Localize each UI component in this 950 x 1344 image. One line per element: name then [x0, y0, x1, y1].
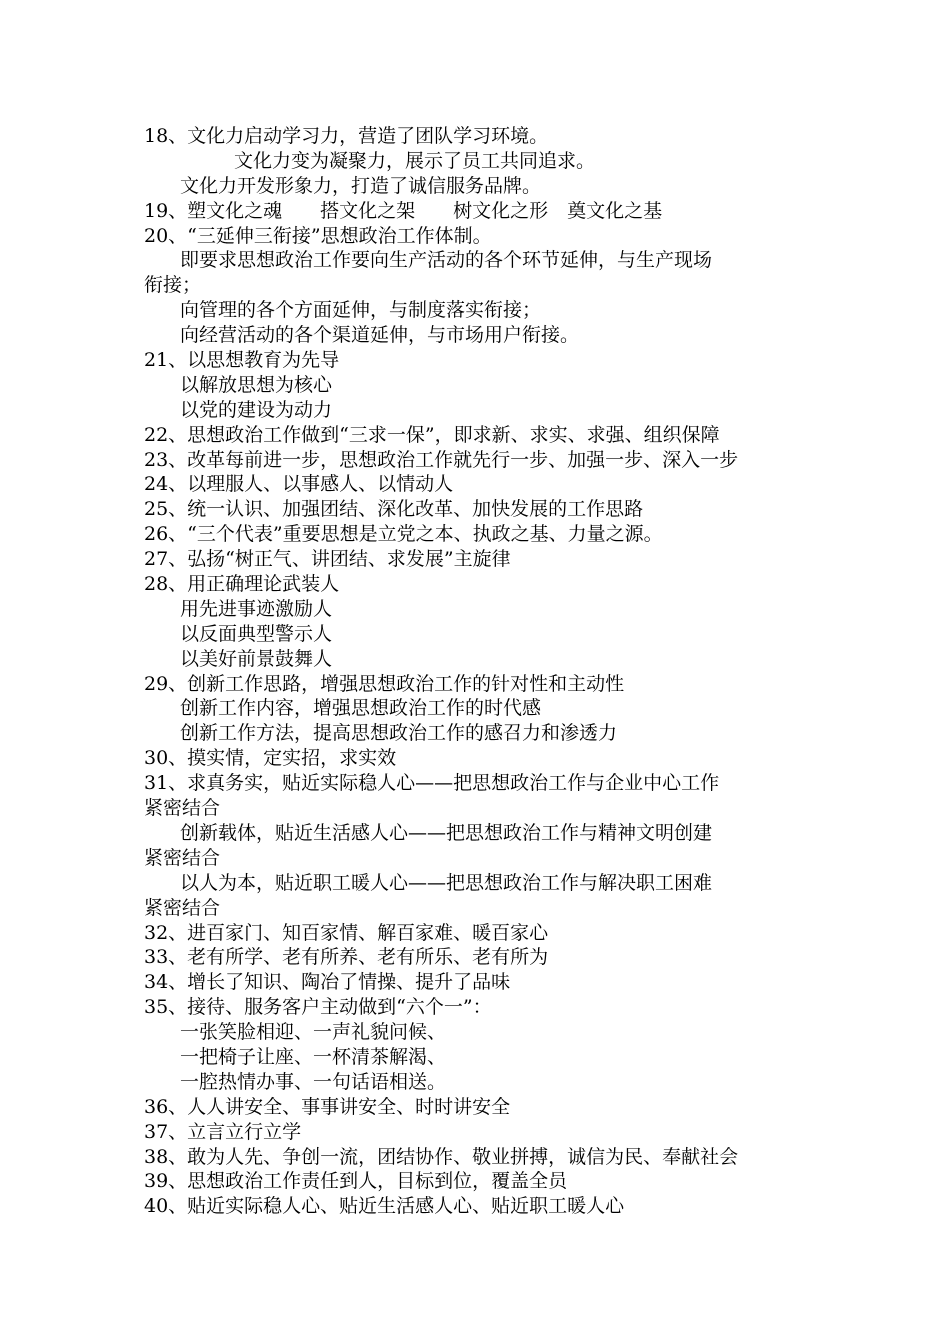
text-line: 23、改革每前进一步，思想政治工作就先行一步、加强一步、深入一步: [144, 448, 739, 471]
text-line: 创新载体，贴近生活感人心——把思想政治工作与精神文明创建: [180, 821, 713, 844]
text-line: 29、创新工作思路，增强思想政治工作的针对性和主动性: [144, 672, 625, 695]
text-line: 紧密结合: [144, 797, 221, 820]
text-line: 以美好前景鼓舞人: [180, 647, 333, 670]
text-line: 以党的建设为动力: [180, 398, 333, 421]
text-line: 文化力变为凝聚力，展示了员工共同追求。: [234, 149, 596, 172]
text-line: 31、求真务实，贴近实际稳人心——把思想政治工作与企业中心工作: [144, 772, 720, 795]
text-line: 向管理的各个方面延伸，与制度落实衔接；: [180, 299, 542, 322]
text-line: 紧密结合: [144, 896, 221, 919]
text-line: 38、敢为人先、争创一流，团结协作、敬业拼搏，诚信为民、奉献社会: [144, 1145, 739, 1168]
text-line: 18、文化力启动学习力，营造了团队学习环境。: [144, 125, 549, 147]
text-line: 19、塑文化之魂 搭文化之架 树文化之形 奠文化之基: [144, 199, 663, 222]
text-line: 创新工作方法，提高思想政治工作的感召力和渗透力: [180, 722, 618, 745]
text-line: 33、老有所学、老有所养、老有所乐、老有所为: [144, 946, 549, 969]
text-line: 22、思想政治工作做到“三求一保”，即求新、求实、求强、组织保障: [144, 423, 720, 446]
text-line: 34、增长了知识、陶冶了情操、提升了品味: [144, 971, 511, 994]
text-line: 衔接；: [144, 274, 202, 297]
text-line: 39、思想政治工作责任到人，目标到位，覆盖全员: [144, 1170, 568, 1193]
text-line: 一腔热情办事、一句话语相送。: [180, 1070, 447, 1093]
text-line: 40、贴近实际稳人心、贴近生活感人心、贴近职工暖人心: [144, 1195, 625, 1218]
text-line: 27、弘扬“树正气、讲团结、求发展”主旋律: [144, 548, 511, 571]
text-line: 35、接待、服务客户主动做到“六个一”：: [144, 996, 492, 1019]
text-line: 以解放思想为核心: [180, 373, 333, 396]
text-line: 一张笑脸相迎、一声礼貌问候、: [180, 1021, 447, 1044]
text-line: 以反面典型警示人: [180, 622, 333, 645]
text-line: 一把椅子让座、一杯清茶解渴、: [180, 1045, 447, 1068]
text-line: 创新工作内容，增强思想政治工作的时代感: [180, 697, 542, 720]
text-line: 以人为本，贴近职工暖人心——把思想政治工作与解决职工困难: [180, 871, 713, 894]
text-line: 25、统一认识、加强团结、深化改革、加快发展的工作思路: [144, 498, 644, 521]
text-line: 即要求思想政治工作要向生产活动的各个环节延伸，与生产现场: [180, 249, 713, 272]
text-line: 文化力开发形象力，打造了诚信服务品牌。: [180, 174, 542, 197]
document-body: [144, 124, 812, 1219]
text-line: 37、立言立行立学: [144, 1120, 302, 1143]
text-line: 30、摸实情，定实招，求实效: [144, 747, 397, 770]
text-line: 用先进事迹激励人: [180, 597, 333, 620]
text-line: 20、“三延伸三衔接”思想政治工作体制。: [144, 224, 492, 247]
text-line: 21、以思想教育为先导: [144, 349, 340, 372]
text-line: 26、“三个代表”重要思想是立党之本、执政之基、力量之源。: [144, 523, 663, 546]
text-line: 32、进百家门、知百家情、解百家难、暖百家心: [144, 921, 549, 944]
text-line: 36、人人讲安全、事事讲安全、时时讲安全: [144, 1095, 511, 1118]
text-line: 紧密结合: [144, 846, 221, 869]
text-line: 向经营活动的各个渠道延伸，与市场用户衔接。: [180, 324, 580, 347]
text-line: 28、用正确理论武装人: [144, 573, 340, 596]
text-line: 24、以理服人、以事感人、以情动人: [144, 473, 454, 496]
